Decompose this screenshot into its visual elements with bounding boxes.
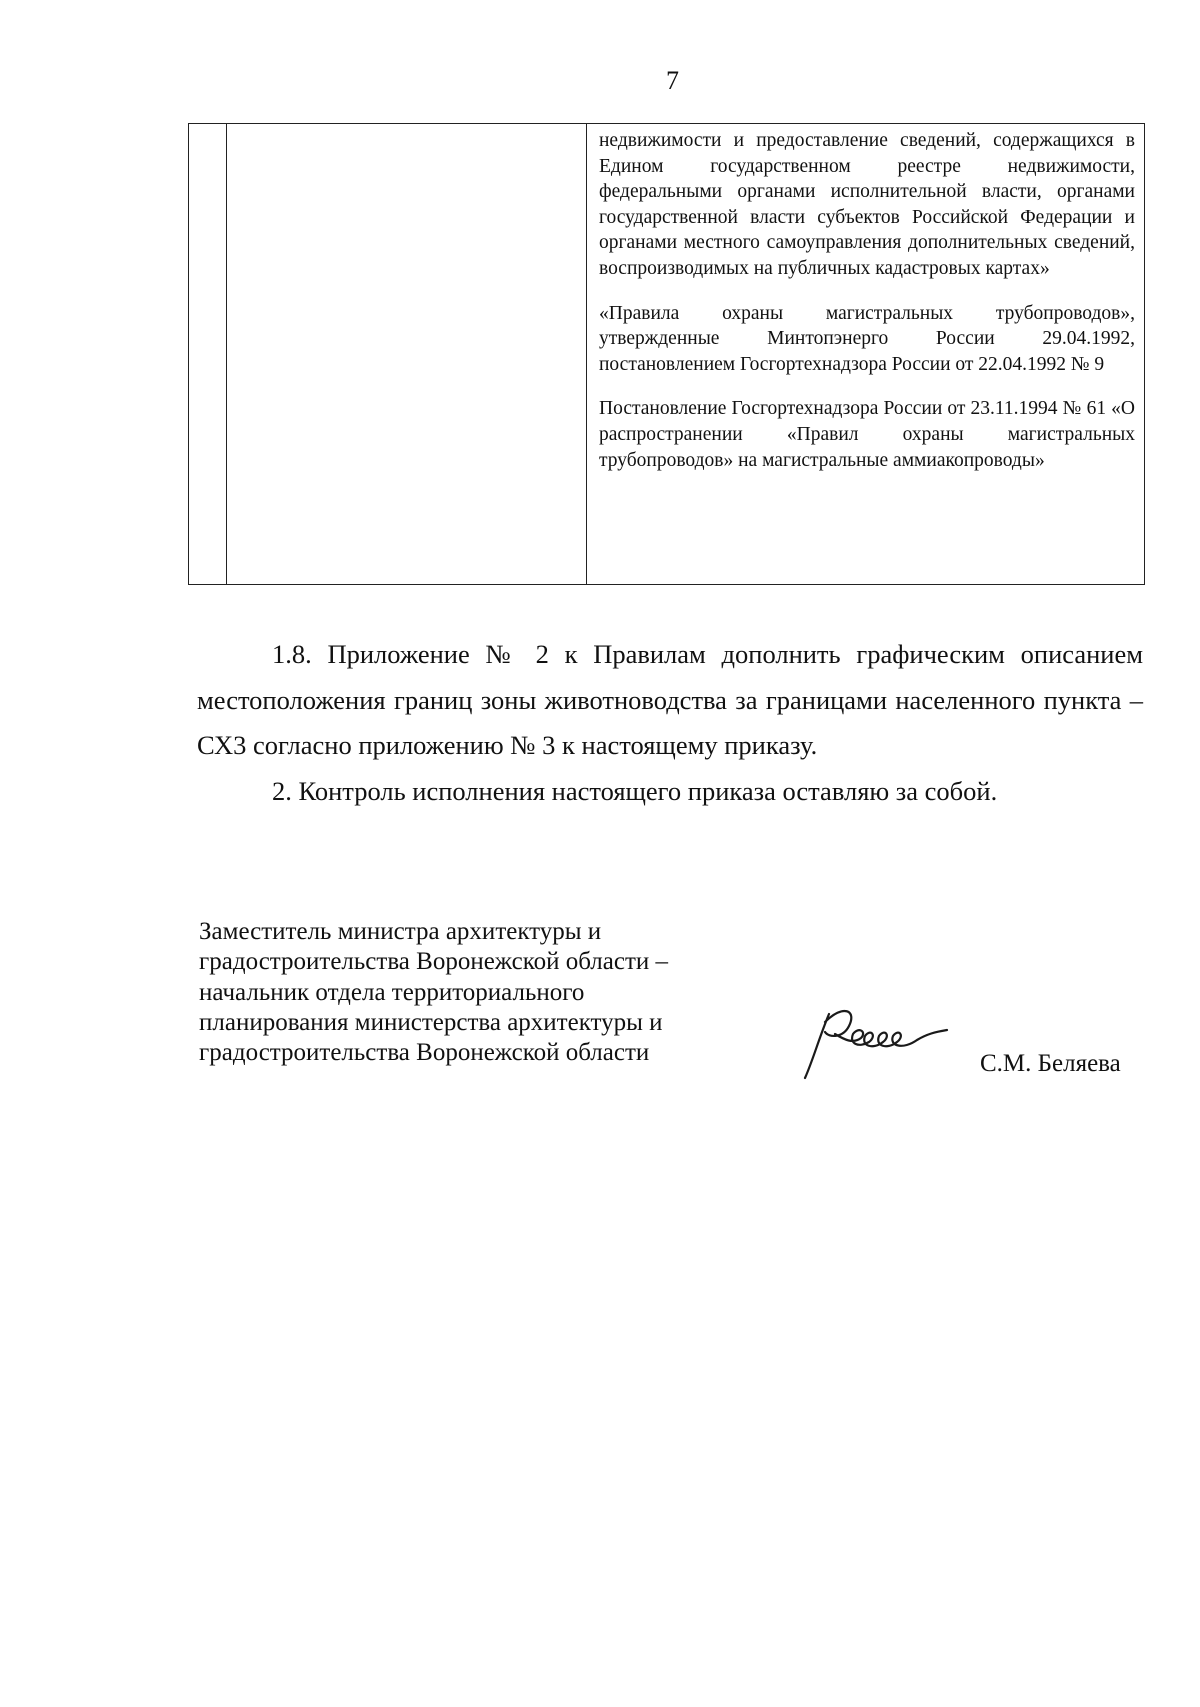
signatory-position-line: градостроительства Воронежской области – (199, 948, 669, 976)
signatory-position (199, 917, 759, 1068)
table-column-divider (226, 124, 227, 584)
table-column-divider (586, 124, 587, 584)
signatory-position-line: планирования министерства архитектуры и (199, 1008, 663, 1036)
body-paragraph: 2. Контроль исполнения настоящего приказа оставляю за собой. (272, 775, 998, 806)
document-table (188, 123, 1145, 585)
signatory-position-line: Заместитель министра архитектуры и (199, 918, 602, 945)
table-cell-paragraph: Постановление Госгортехнадзора России от 23.11.1994 № 61 «О распространении «Правил охраны магистральных трубопроводов» на магистральные аммиакопроводы» (599, 398, 1135, 471)
table-cell-paragraph: недвижимости и предоставление сведений, содержащихся в Едином государственном реестре недвижимости, федеральными органами исполнительной власти, органами государственной власти субъектов Российской Федерации и органами местного самоуправления дополнительных сведений, воспроизводимых на публичных кадастровых картах» (599, 130, 1135, 279)
signatory-position-line: градостроительства Воронежской области (199, 1039, 650, 1067)
page-number: 7 (666, 66, 679, 95)
signer-name: С.М. Беляева (980, 1050, 1121, 1077)
body-paragraph: 1.8. Приложение № 2 к Правилам дополнить графическим описанием местоположения границ зоны животноводства за границами населенного пункта – СХ3 согласно приложению № 3 к настоящему приказу. (197, 639, 1143, 760)
document-body (197, 632, 1143, 814)
handwritten-signature (795, 1000, 955, 1090)
signatory-position-line: начальник отдела территориального (199, 978, 585, 1006)
table-cell-paragraph: «Правила охраны магистральных трубопроводов», утвержденные Минтопэнерго России 29.04.1992, постановлением Госгортехнадзора России от 22.04.1992 № 9 (599, 302, 1135, 375)
table-cell-legal-basis (599, 128, 1135, 492)
